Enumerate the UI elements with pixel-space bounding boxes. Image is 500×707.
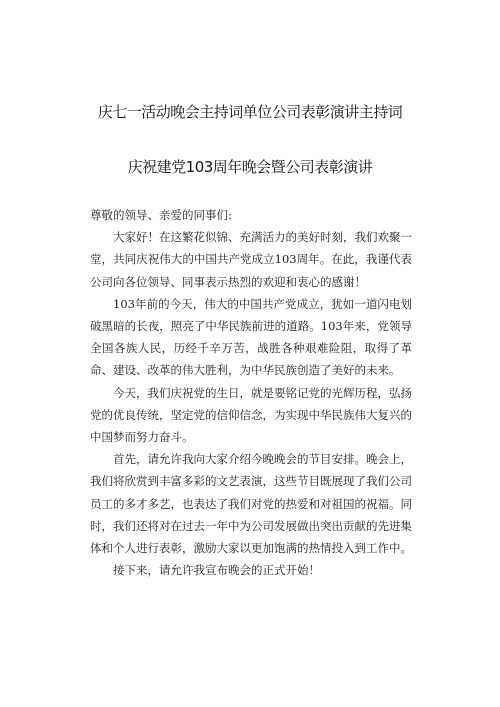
salutation: 尊敬的领导、亲爱的同事们: (90, 208, 232, 222)
paragraph: 大家好！在这繁花似锦、充满活力的美好时刻，我们欢聚一堂，共同庆祝伟大的中国共产党成立103周年。在此，我谨代表公司向各位领导、同事表示热烈的欢迎和衷心的感谢！ (90, 230, 412, 289)
paragraph: 首先，请允许我向大家介绍今晚晚会的节目安排。晚会上，我们将欣赏到丰富多彩的文艺表演，这些节目既展现了我们公司员工的多才多艺，也表达了我们对党的热爱和对祖国的祝福。同时，我们还将对在过去一年中为公司发展做出突出贡献的先进集体和个人进行表彰，激励大家以更加饱满的热情投入到工作中。 (90, 452, 412, 556)
paragraph: 103年前的今天，伟大的中国共产党成立，犹如一道闪电划破黑暗的长夜，照亮了中华民族前进的道路。103年来，党领导全国各族人民，历经千辛万苦，战胜各种艰难险阻，取得了革命、建设、改革的伟大胜利，为中华民族创造了美好的未来。 (90, 296, 412, 378)
paragraph: 接下来，请允许我宣布晚会的正式开始！ (113, 563, 320, 578)
document-subtitle: 庆祝建党103周年晚会暨公司表彰演讲 (127, 158, 373, 176)
document-title: 庆七一活动晚会主持词单位公司表彰演讲主持词 (97, 103, 403, 121)
document-body (90, 204, 412, 581)
paragraph: 今天，我们庆祝党的生日，就是要铭记党的光辉历程，弘扬党的优良传统，坚定党的信仰信念，为实现中华民族伟大复兴的中国梦而努力奋斗。 (90, 385, 412, 445)
